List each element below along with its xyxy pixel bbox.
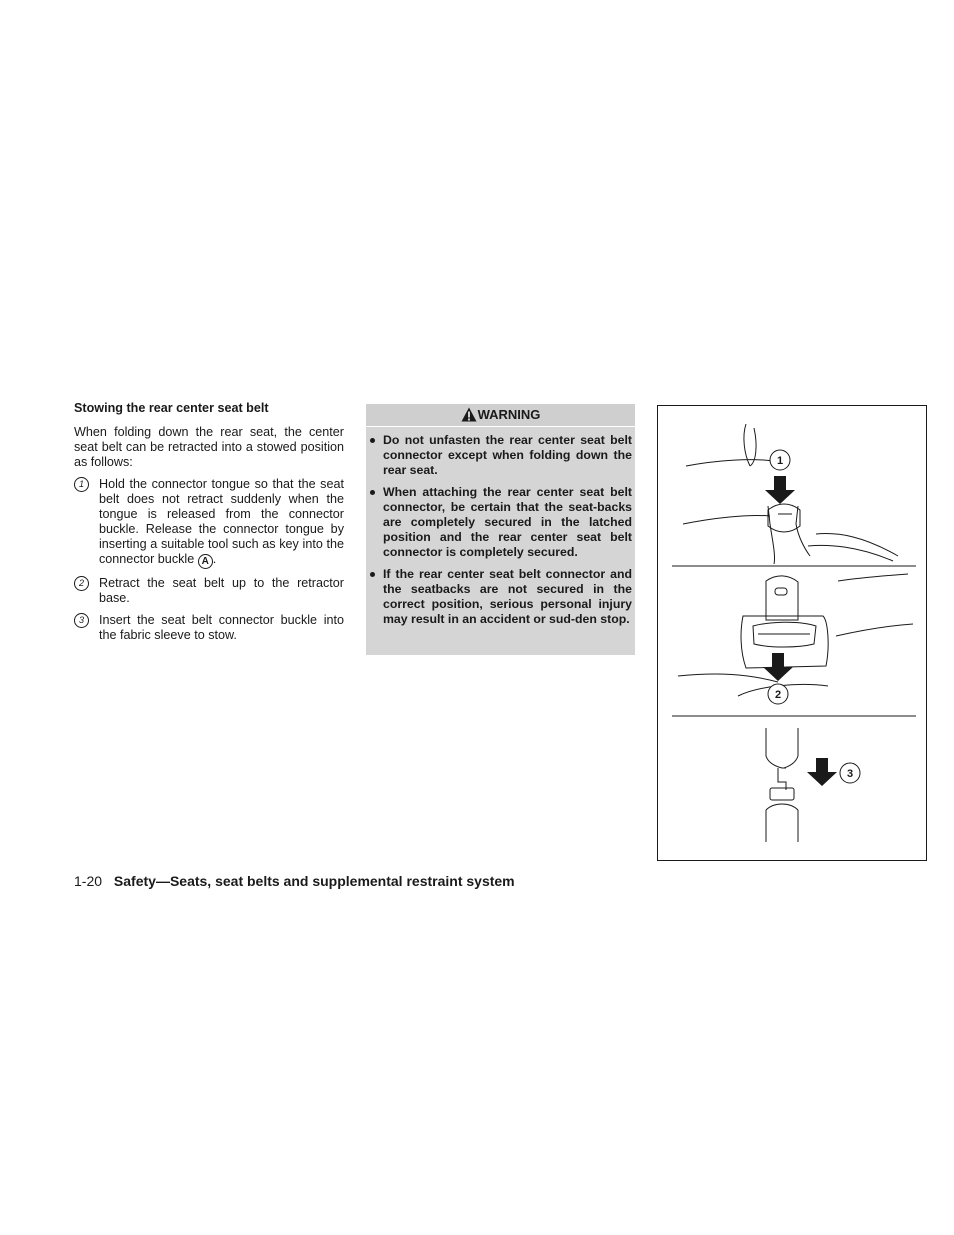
warning-item-3: If the rear center seat belt connector and the seatbacks are not secured in the correct position, serious personal injury may result in an accident or sud-den stop.	[366, 567, 635, 627]
page-footer	[74, 872, 515, 890]
step-number-2: 2	[74, 576, 89, 591]
step-2-text: Retract the seat belt up to the retractor base.	[99, 576, 344, 605]
step-1-text: Hold the connector tongue so that the seat belt does not retract suddenly when the tongue is released from the connector buckle. Release the connector tongue by inserting a suitable tool such as key into the connector buckle	[99, 477, 344, 566]
step-3	[74, 613, 344, 643]
footer-section-title: Safety—Seats, seat belts and supplemental restraint system	[113, 873, 515, 889]
warning-box	[366, 404, 635, 655]
warning-list	[366, 433, 635, 627]
intro-paragraph: When folding down the rear seat, the center seat belt can be retracted into a stowed position as follows:	[74, 425, 344, 469]
warning-item-1: Do not unfasten the rear center seat belt connector except when folding down the rear seat.	[366, 433, 635, 478]
page-number: 1-20	[74, 873, 103, 889]
stowing-section	[74, 401, 344, 650]
section-heading: Stowing the rear center seat belt	[74, 401, 269, 415]
callout-3: 3	[846, 768, 854, 780]
illustration-drawing	[658, 406, 928, 862]
step-number-3: 3	[74, 613, 89, 628]
warning-header	[366, 404, 635, 427]
callout-1: 1	[776, 455, 784, 467]
seat-belt-illustration	[657, 405, 927, 861]
step-1-period: .	[212, 552, 217, 566]
step-3-text: Insert the seat belt connector buckle into the fabric sleeve to stow.	[99, 613, 344, 642]
callout-2: 2	[774, 689, 782, 701]
warning-triangle-icon	[461, 407, 477, 429]
warning-item-2: When attaching the rear center seat belt connector, be certain that the seat-backs are completely secured in the latched position and the rear center seat belt connector is completely secured.	[366, 485, 635, 560]
warning-title: WARNING	[477, 407, 541, 422]
step-2	[74, 576, 344, 606]
reference-a-marker: A	[198, 554, 213, 569]
step-1	[74, 477, 344, 569]
step-number-1: 1	[74, 477, 89, 492]
